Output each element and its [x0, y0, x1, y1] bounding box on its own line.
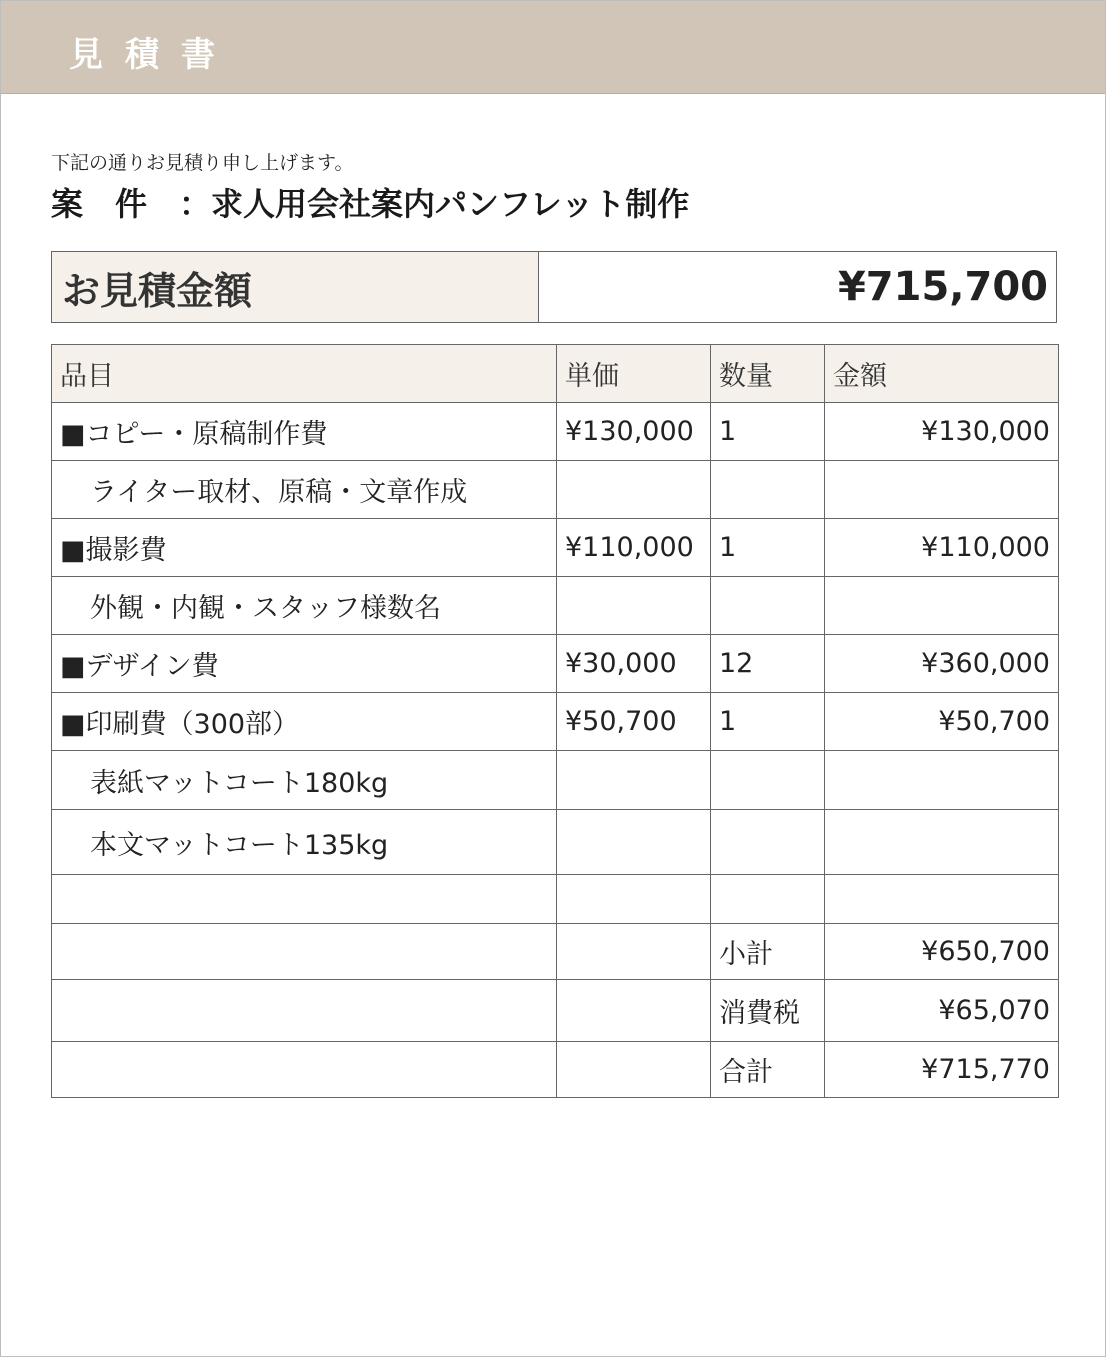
empty-cell	[557, 577, 711, 635]
estimate-total-value: ¥715,700	[837, 264, 1048, 310]
tax-row	[52, 980, 1059, 1042]
estimate-total-label: お見積金額	[52, 252, 539, 322]
empty-cell	[52, 924, 557, 980]
unit-price-cell: ¥30,000	[557, 635, 711, 693]
empty-cell	[825, 751, 1059, 810]
empty-cell	[825, 577, 1059, 635]
empty-cell	[711, 751, 825, 810]
empty-cell	[825, 461, 1059, 519]
project-name: 求人用会社案内パンフレット制作	[211, 185, 690, 223]
grand-total-label: 合計	[711, 1042, 825, 1098]
empty-cell	[557, 980, 711, 1042]
empty-cell	[52, 875, 557, 924]
table-row-empty	[52, 875, 1059, 924]
amount-cell: ¥130,000	[825, 403, 1059, 461]
document-title: 見積書	[69, 35, 237, 75]
empty-cell	[711, 810, 825, 875]
header-quantity: 数量	[711, 345, 825, 403]
item-detail-cell: ライター取材、原稿・文章作成	[52, 461, 557, 519]
project-line	[51, 179, 689, 225]
amount-cell: ¥360,000	[825, 635, 1059, 693]
grand-total-row	[52, 1042, 1059, 1098]
item-detail-cell: 外観・内観・スタッフ様数名	[52, 577, 557, 635]
tax-value: ¥65,070	[825, 980, 1059, 1042]
table-row	[52, 519, 1059, 577]
table-row	[52, 693, 1059, 751]
empty-cell	[711, 875, 825, 924]
project-label: 案件	[51, 185, 180, 223]
intro-text: 下記の通りお見積り申し上げます。	[51, 152, 354, 174]
item-cell: ■撮影費	[52, 519, 557, 577]
header-item: 品目	[52, 345, 557, 403]
subtotal-value: ¥650,700	[825, 924, 1059, 980]
quantity-cell: 1	[711, 403, 825, 461]
quantity-cell: 12	[711, 635, 825, 693]
item-detail-cell: 表紙マットコート180kg	[52, 751, 557, 810]
header-amount: 金額	[825, 345, 1059, 403]
item-detail-cell: 本文マットコート135kg	[52, 810, 557, 875]
quantity-cell: 1	[711, 693, 825, 751]
empty-cell	[557, 810, 711, 875]
amount-cell: ¥110,000	[825, 519, 1059, 577]
table-header-row	[52, 345, 1059, 403]
document-header	[1, 1, 1105, 94]
item-cell: ■印刷費（300部）	[52, 693, 557, 751]
tax-label: 消費税	[711, 980, 825, 1042]
table-row	[52, 403, 1059, 461]
empty-cell	[557, 1042, 711, 1098]
empty-cell	[825, 875, 1059, 924]
quantity-cell: 1	[711, 519, 825, 577]
empty-cell	[557, 461, 711, 519]
line-items-table	[51, 344, 1059, 1098]
unit-price-cell: ¥50,700	[557, 693, 711, 751]
table-row	[52, 577, 1059, 635]
empty-cell	[557, 875, 711, 924]
unit-price-cell: ¥130,000	[557, 403, 711, 461]
subtotal-row	[52, 924, 1059, 980]
empty-cell	[711, 461, 825, 519]
empty-cell	[711, 577, 825, 635]
table-row	[52, 751, 1059, 810]
project-separator: ：	[179, 185, 212, 223]
empty-cell	[557, 751, 711, 810]
grand-total-value: ¥715,770	[825, 1042, 1059, 1098]
amount-cell: ¥50,700	[825, 693, 1059, 751]
empty-cell	[52, 980, 557, 1042]
empty-cell	[825, 810, 1059, 875]
header-unit-price: 単価	[557, 345, 711, 403]
table-row	[52, 461, 1059, 519]
item-cell: ■コピー・原稿制作費	[52, 403, 557, 461]
item-cell: ■デザイン費	[52, 635, 557, 693]
estimate-total-box	[51, 251, 1057, 323]
subtotal-label: 小計	[711, 924, 825, 980]
unit-price-cell: ¥110,000	[557, 519, 711, 577]
table-row	[52, 635, 1059, 693]
empty-cell	[52, 1042, 557, 1098]
table-row	[52, 810, 1059, 875]
empty-cell	[557, 924, 711, 980]
